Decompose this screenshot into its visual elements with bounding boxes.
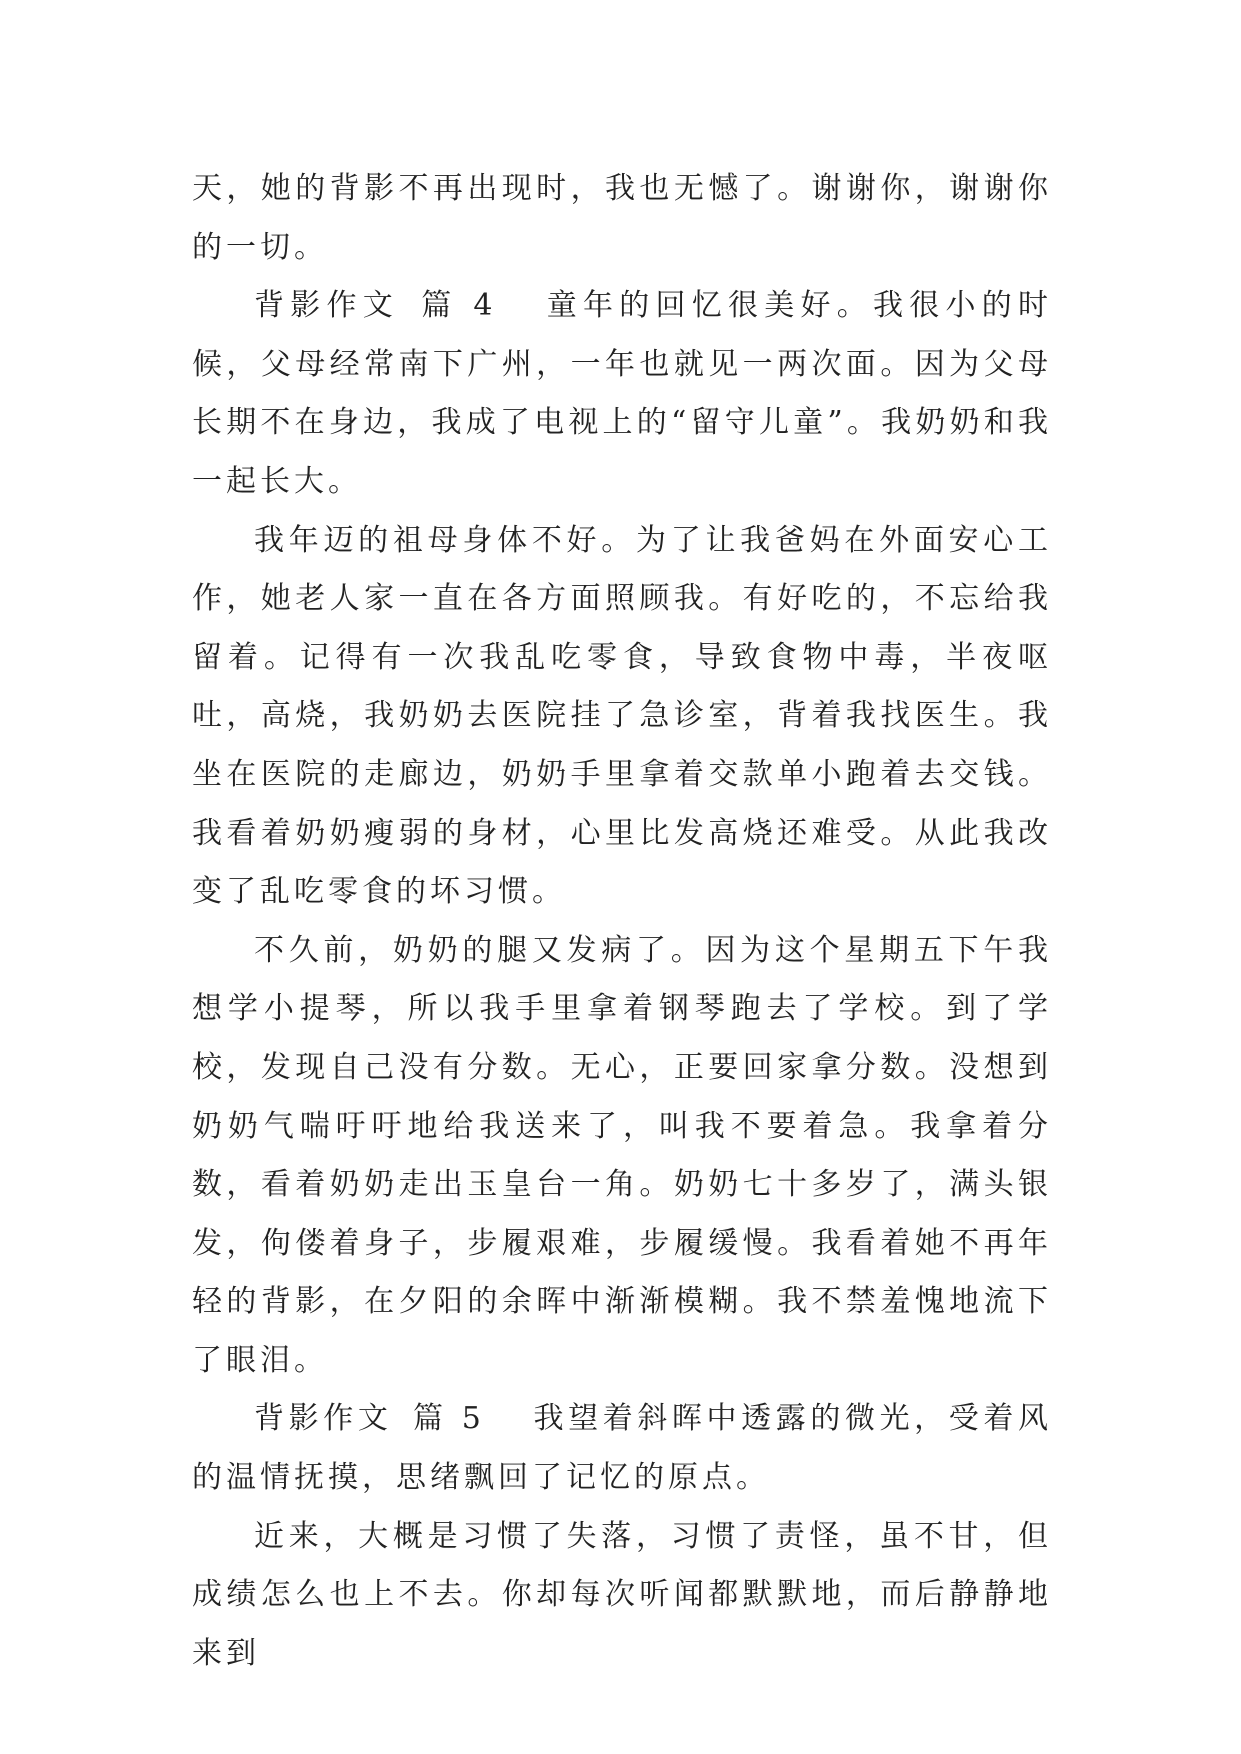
paragraph-grandmother-leg — [192, 922, 1052, 1391]
paragraph-text: 我望着斜晖中透露的微光，受着风的温情抚摸，思绪飘回了记忆的原点。 — [192, 1401, 1053, 1496]
paragraph-continuation — [192, 160, 1052, 277]
paragraph-essay-5 — [192, 1390, 1052, 1507]
paragraph-recently — [192, 1508, 1052, 1684]
paragraph-text: 天，她的背影不再出现时，我也无憾了。谢谢你，谢谢你的一切。 — [192, 171, 1052, 265]
paragraph-text: 童年的回忆很美好。我很小的时候，父母经常南下广州，一年也就见一两次面。因为父母长期不在身边，我成了电视上的“留守儿童”。我奶奶和我一起长大。 — [192, 288, 1053, 499]
essay-number: 篇 5 — [412, 1401, 485, 1437]
document-page — [192, 160, 1052, 1683]
essay-number: 篇 4 — [419, 288, 497, 324]
paragraph-text: 近来，大概是习惯了失落，习惯了责怪，虽不甘，但成绩怎么也上不去。你却每次听闻都默默地，而后静静地来到 — [192, 1518, 1052, 1671]
paragraph-text: 我年迈的祖母身体不好。为了让我爸妈在外面安心工作，她老人家一直在各方面照顾我。有好吃的，不忘给我留着。记得有一次我乱吃零食，导致食物中毒，半夜呕吐，高烧，我奶奶去医院挂了急诊室，背着我找医生。我坐在医院的走廊边，奶奶手里拿着交款单小跑着去交钱。我看着奶奶瘦弱的身材，心里比发高烧还难受。从此我改变了乱吃零食的坏习惯。 — [192, 522, 1052, 910]
essay-heading: 背影作文 — [254, 288, 400, 324]
paragraph-grandmother-health — [192, 512, 1052, 922]
essay-heading: 背影作文 — [254, 1401, 393, 1437]
paragraph-essay-4 — [192, 277, 1052, 511]
paragraph-text: 不久前，奶奶的腿又发病了。因为这个星期五下午我想学小提琴，所以我手里拿着钢琴跑去了学校。到了学校，发现自己没有分数。无心，正要回家拿分数。没想到奶奶气喘吁吁地给我送来了，叫我不要着急。我拿着分数，看着奶奶走出玉皇台一角。奶奶七十多岁了，满头银发，佝偻着身子，步履艰难，步履缓慢。我看着她不再年轻的背影，在夕阳的余晖中渐渐模糊。我不禁羞愧地流下了眼泪。 — [192, 932, 1052, 1378]
